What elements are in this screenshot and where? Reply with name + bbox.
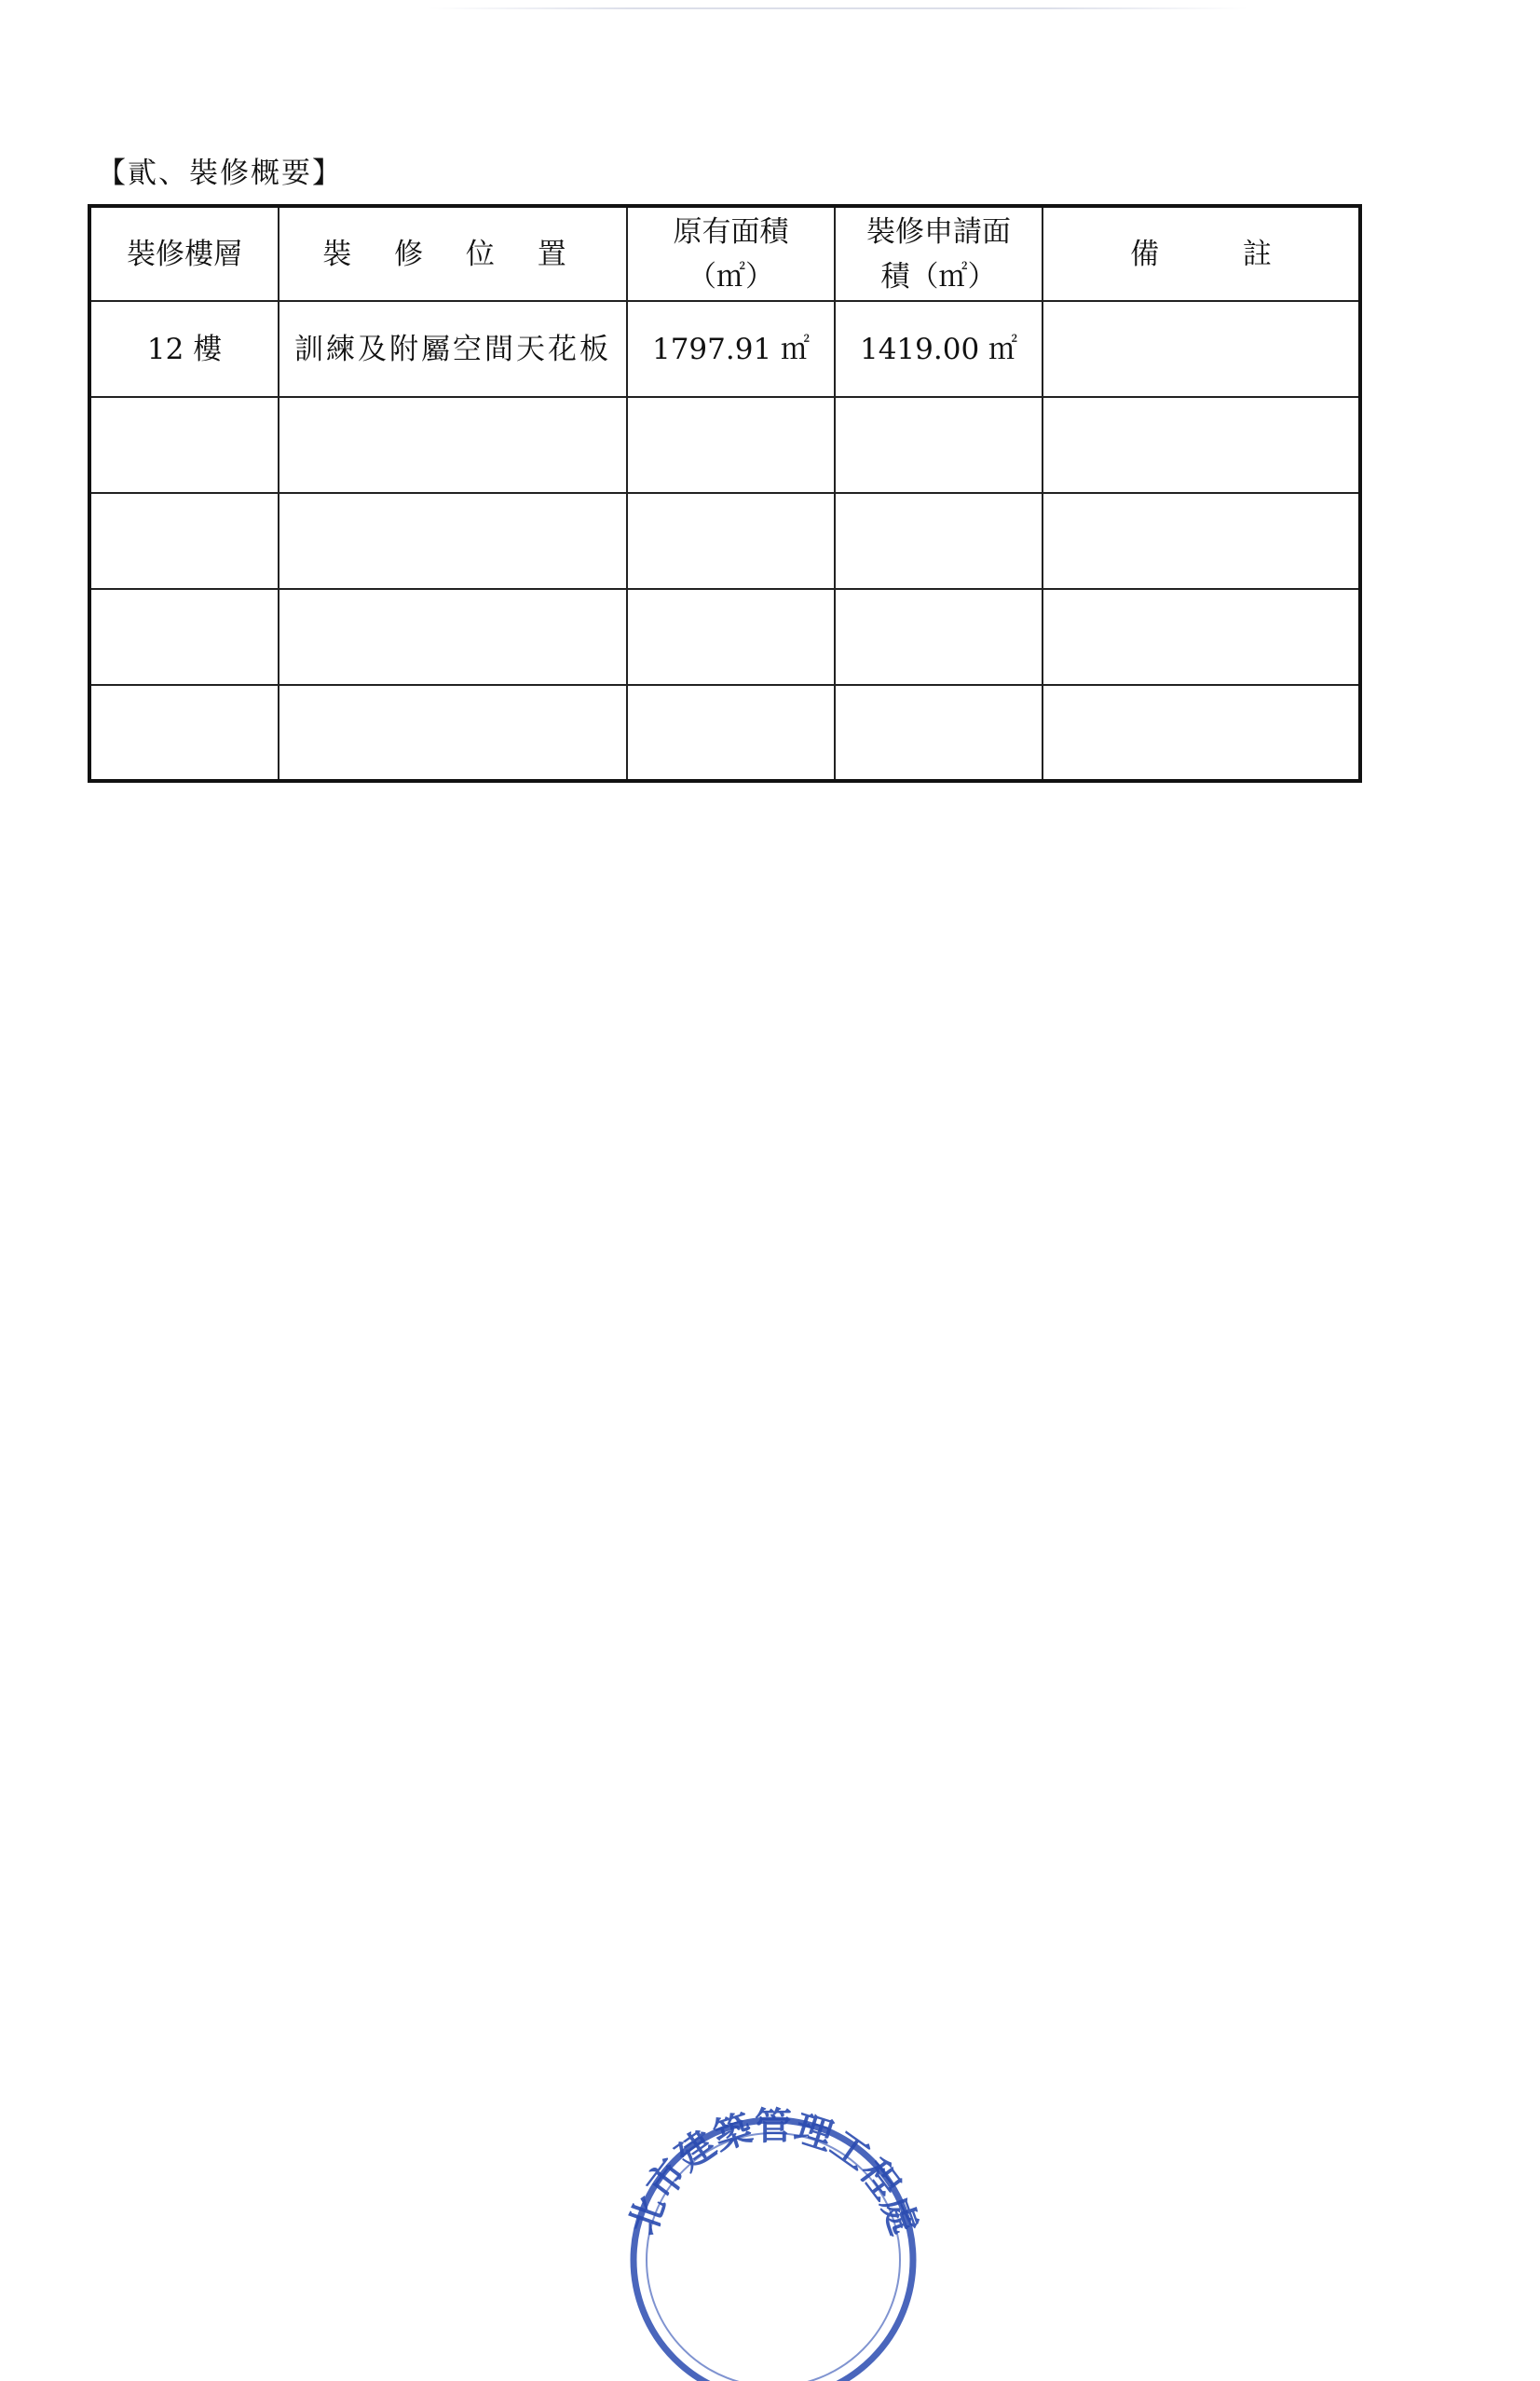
header-applied-area <box>835 206 1043 301</box>
scan-edge-line <box>429 7 1248 9</box>
cell-location <box>279 685 627 781</box>
official-seal-stamp <box>596 2101 950 2381</box>
cell-original-area <box>627 685 835 781</box>
cell-remark <box>1043 301 1360 397</box>
header-original-area-line2: （㎡） <box>688 259 774 294</box>
cell-original-area <box>627 397 835 493</box>
stamp-text: 北市建築管理工程處 <box>620 2104 927 2240</box>
table-header-row <box>89 206 1360 301</box>
cell-remark <box>1043 685 1360 781</box>
table-row <box>89 493 1360 589</box>
cell-applied-area <box>835 493 1043 589</box>
cell-floor <box>89 589 279 685</box>
table-row <box>89 589 1360 685</box>
cell-location <box>279 397 627 493</box>
cell-applied-area <box>835 397 1043 493</box>
cell-floor <box>89 493 279 589</box>
header-applied-area-line1: 裝修申請面 <box>866 214 1011 249</box>
table-row <box>89 397 1360 493</box>
cell-location <box>279 589 627 685</box>
cell-remark <box>1043 493 1360 589</box>
cell-floor <box>89 397 279 493</box>
table-row <box>89 301 1360 397</box>
cell-floor <box>89 685 279 781</box>
renovation-summary-table <box>88 204 1362 783</box>
header-original-area-line1: 原有面積 <box>673 214 789 249</box>
cell-floor: 12 樓 <box>89 301 279 397</box>
section-title: 【貳、裝修概要】 <box>97 157 343 190</box>
header-floor: 裝修樓層 <box>89 206 279 301</box>
cell-applied-area <box>835 589 1043 685</box>
header-remark: 備 註 <box>1043 206 1360 301</box>
table-row <box>89 685 1360 781</box>
cell-applied-area: 1419.00 ㎡ <box>835 301 1043 397</box>
cell-original-area <box>627 589 835 685</box>
cell-remark <box>1043 397 1360 493</box>
cell-applied-area <box>835 685 1043 781</box>
header-location: 裝 修 位 置 <box>279 206 627 301</box>
cell-location <box>279 493 627 589</box>
cell-original-area: 1797.91 ㎡ <box>627 301 835 397</box>
header-original-area <box>627 206 835 301</box>
cell-original-area <box>627 493 835 589</box>
cell-remark <box>1043 589 1360 685</box>
cell-location: 訓練及附屬空間天花板 <box>279 301 627 397</box>
header-applied-area-line2: 積（㎡） <box>880 259 997 294</box>
